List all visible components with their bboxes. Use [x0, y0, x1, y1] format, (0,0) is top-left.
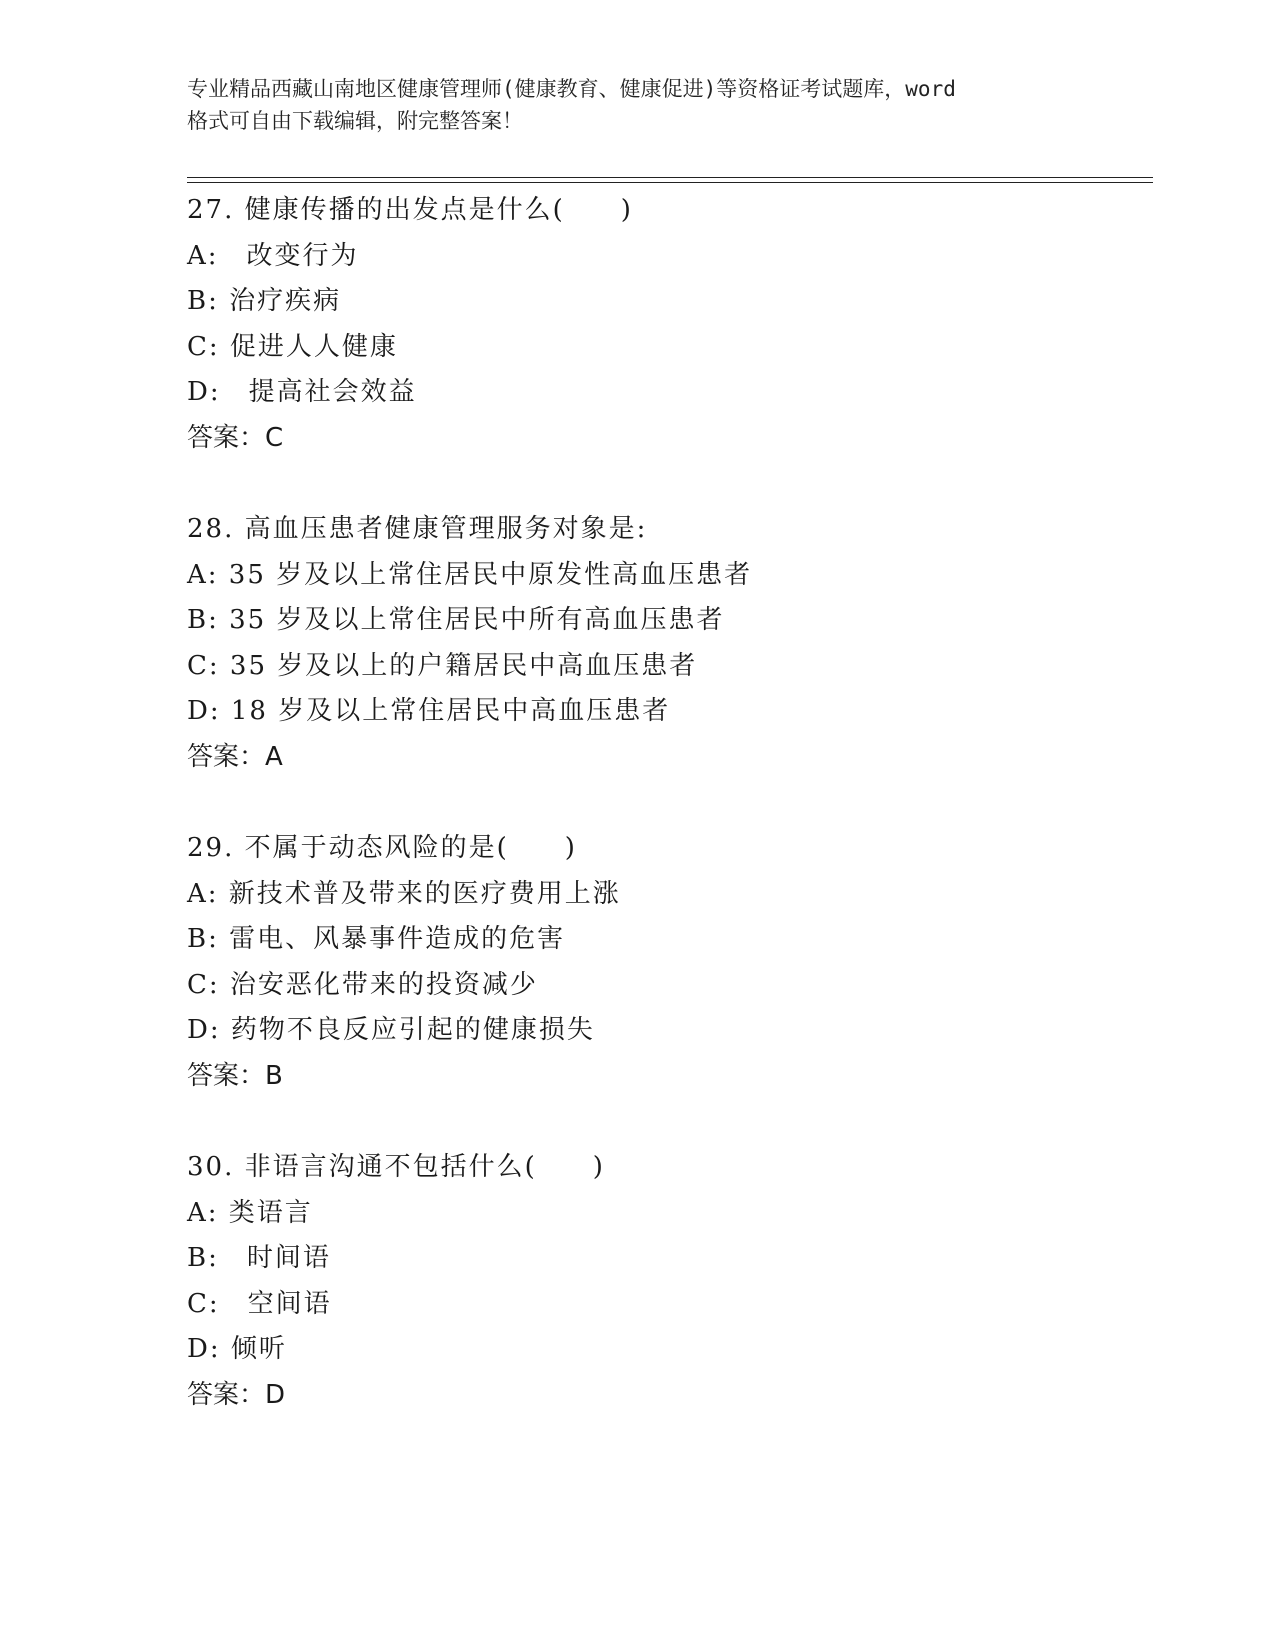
question-list	[187, 188, 1147, 1464]
answer-line: 答案：B	[187, 1060, 283, 1091]
question-stem: 30. 非语言沟通不包括什么( )	[187, 1152, 605, 1182]
option-a: A: 新技术普及带来的医疗费用上涨	[187, 878, 621, 909]
question-28	[187, 507, 1147, 780]
answer-line: 答案：D	[187, 1379, 286, 1410]
question-30	[187, 1145, 1147, 1418]
option-c: C: 空间语	[187, 1288, 332, 1319]
option-d: D: 18 岁及以上常住居民中高血压患者	[187, 696, 671, 726]
question-stem: 27. 健康传播的出发点是什么( )	[187, 195, 633, 225]
question-27	[187, 188, 1147, 461]
option-c: C: 促进人人健康	[187, 331, 398, 362]
document-header	[187, 73, 1087, 137]
option-b: B: 雷电、风暴事件造成的危害	[187, 924, 566, 954]
header-divider-bottom	[187, 182, 1153, 183]
option-a: A: 改变行为	[187, 240, 359, 271]
option-a: A: 35 岁及以上常住居民中原发性高血压患者	[187, 559, 753, 590]
option-a: A: 类语言	[187, 1197, 313, 1228]
option-d: D: 药物不良反应引起的健康损失	[187, 1015, 595, 1045]
question-stem: 28. 高血压患者健康管理服务对象是:	[187, 514, 648, 544]
option-d: D: 提高社会效益	[187, 377, 417, 407]
option-c: C: 35 岁及以上的户籍居民中高血压患者	[187, 650, 698, 681]
option-b: B: 时间语	[187, 1243, 331, 1273]
answer-line: 答案：A	[187, 741, 283, 772]
option-b: B: 35 岁及以上常住居民中所有高血压患者	[187, 605, 725, 635]
header-line-1: 专业精品西藏山南地区健康管理师(健康教育、健康促进)等资格证考试题库，word	[187, 77, 956, 101]
question-29	[187, 826, 1147, 1099]
header-line-2: 格式可自由下载编辑，附完整答案！	[187, 109, 523, 133]
option-c: C: 治安恶化带来的投资减少	[187, 969, 538, 1000]
option-b: B: 治疗疾病	[187, 286, 342, 316]
answer-line: 答案：C	[187, 422, 284, 453]
option-d: D: 倾听	[187, 1334, 287, 1364]
question-stem: 29. 不属于动态风险的是( )	[187, 833, 577, 863]
header-divider-top	[187, 177, 1153, 178]
